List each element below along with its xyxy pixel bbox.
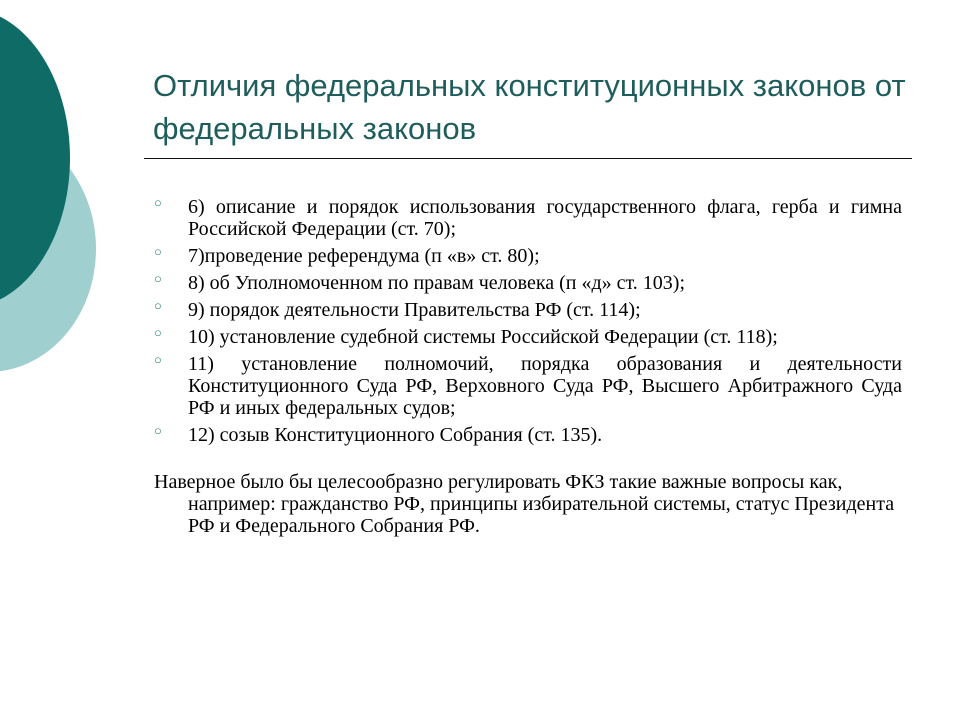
list-item-text: 11) установление полномочий, порядка образования и деятельности Конституционного Суда РФ, Верховного Суда РФ, Высшего Арбитражного Суда РФ и иных федеральных судов;: [188, 353, 902, 419]
hollow-circle-bullet-icon: ○: [154, 325, 162, 340]
list-item-text: 10) установление судебной системы Российской Федерации (ст. 118);: [188, 326, 778, 348]
list-item: [154, 299, 902, 321]
list-item: [154, 326, 902, 348]
list-item-text: 8) об Уполномоченном по правам человека (п «д» ст. 103);: [188, 272, 686, 294]
list-item: [154, 353, 902, 419]
bullet-list: [154, 196, 902, 446]
hollow-circle-bullet-icon: ○: [154, 423, 162, 438]
slide-title: Отличия федеральных конституционных законов от федеральных законов: [153, 68, 906, 146]
hollow-circle-bullet-icon: ○: [154, 195, 162, 210]
list-item-text: 7)проведение референдума (п «в» ст. 80);: [188, 245, 540, 267]
list-item: [154, 272, 902, 294]
list-item-text: 12) созыв Конституционного Собрания (ст. 135).: [188, 424, 603, 446]
list-item-text: 9) порядок деятельности Правительства РФ (ст. 114);: [188, 299, 641, 321]
title-divider: [144, 158, 912, 159]
list-item: [154, 245, 902, 267]
hollow-circle-bullet-icon: ○: [154, 298, 162, 313]
hollow-circle-bullet-icon: ○: [154, 271, 162, 286]
slide-content: [154, 196, 902, 537]
hollow-circle-bullet-icon: ○: [154, 244, 162, 259]
hollow-circle-bullet-icon: ○: [154, 352, 162, 367]
list-item: [154, 424, 902, 446]
conclusion-note: Наверное было бы целесообразно регулировать ФКЗ такие важные вопросы как, например: гражданство РФ, принципы избирательной системы, статус Президента РФ и Федерального Собрания РФ.: [154, 471, 895, 537]
list-item-text: 6) описание и порядок использования государственного флага, герба и гимна Российской Федерации (ст. 70);: [188, 196, 902, 240]
list-item: [154, 196, 902, 240]
